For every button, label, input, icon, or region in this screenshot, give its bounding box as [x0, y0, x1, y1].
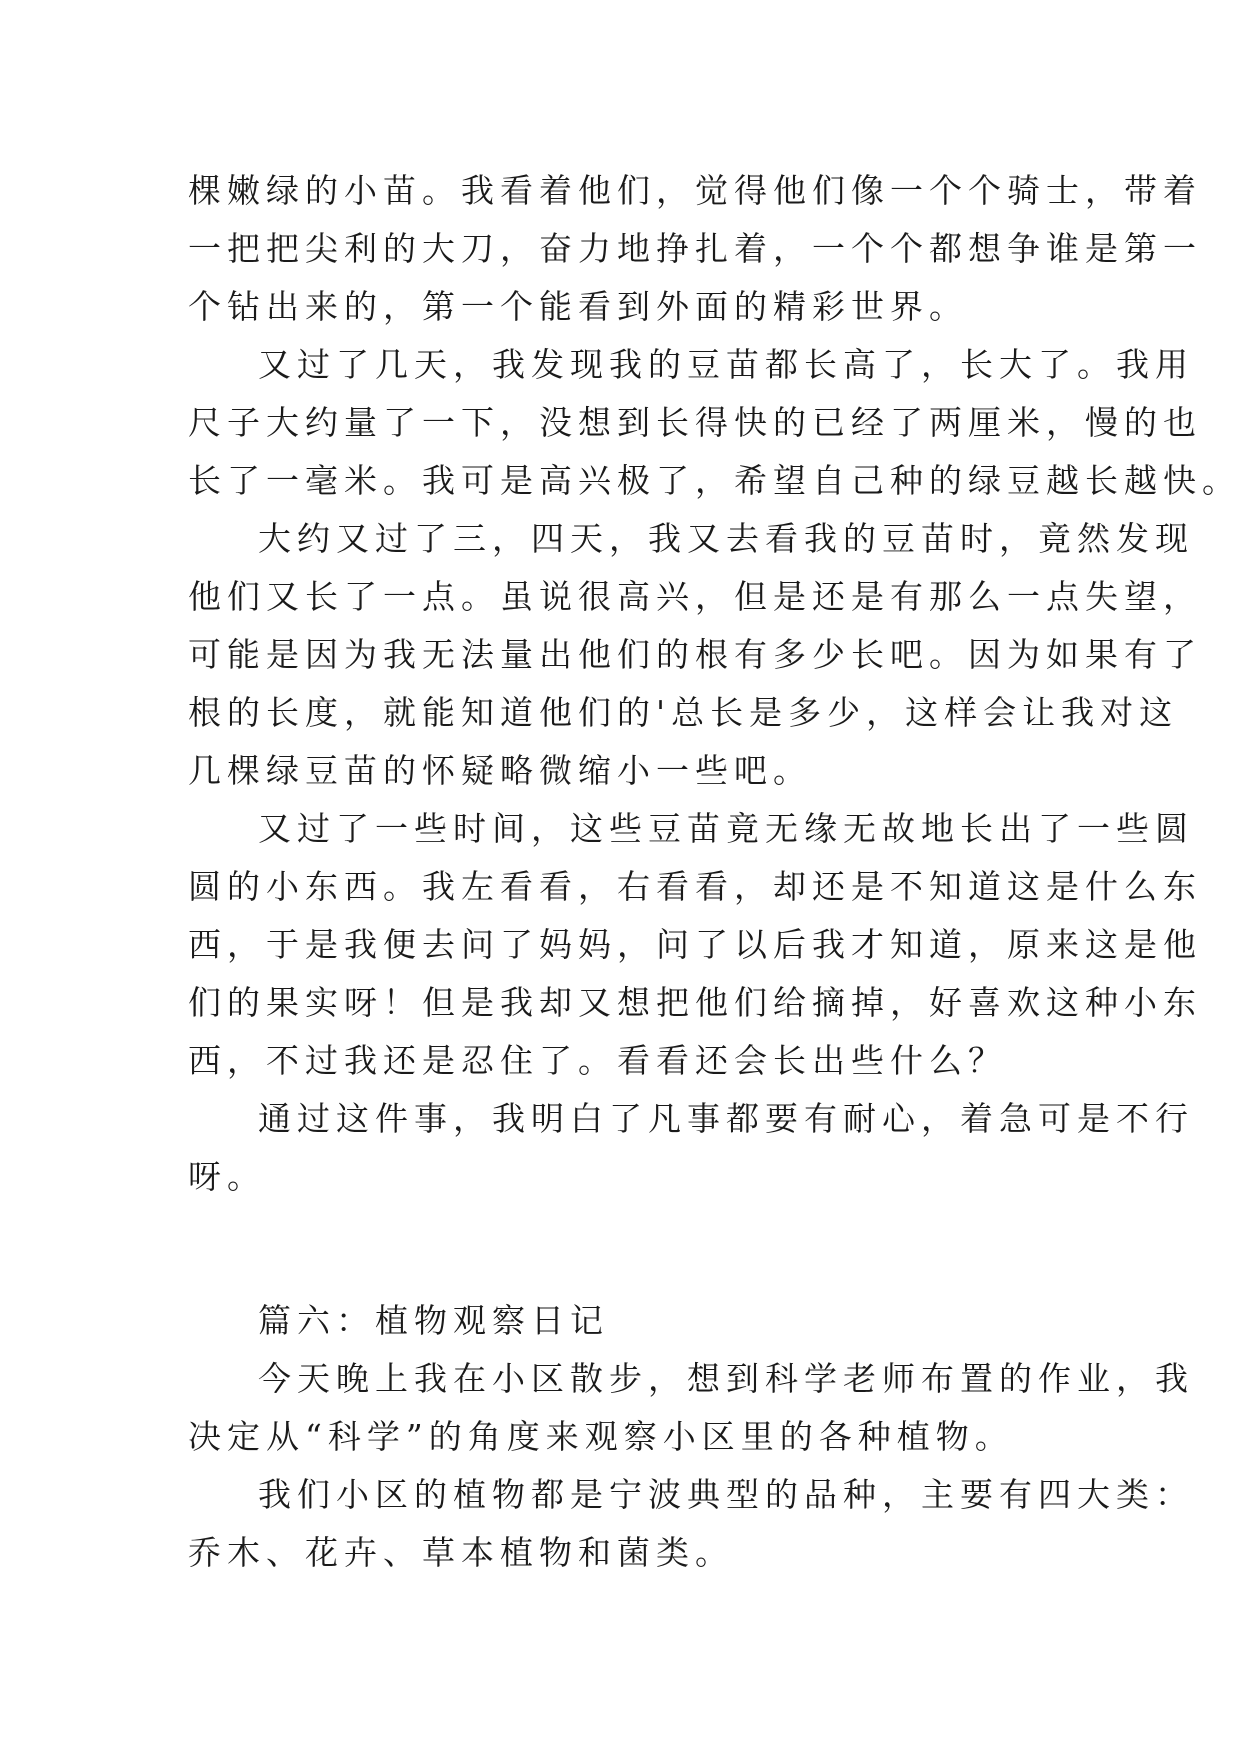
text-line: 可能是因为我无法量出他们的根有多少长吧。因为如果有了: [188, 635, 1202, 674]
section-title: [188, 1292, 1054, 1350]
paragraph-1: [188, 162, 1202, 336]
text-line: 乔木、花卉、草本植物和菌类。: [188, 1533, 734, 1572]
text-line: 圆的小东西。我左看看，右看看，却还是不知道这是什么东: [188, 867, 1202, 906]
text-line: 尺子大约量了一下，没想到长得快的已经了两厘米，慢的也: [188, 403, 1202, 442]
text-line: 西，不过我还是忍住了。看看还会长出些什么？: [188, 1041, 1007, 1080]
section-spacer: [188, 1206, 1054, 1292]
paragraph-2: [188, 336, 1241, 510]
text-line: 呀。: [188, 1157, 266, 1196]
text-line: 又过了一些时间，这些豆苗竟无缘无故地长出了一些圆: [258, 809, 1194, 848]
text-line: 通过这件事，我明白了凡事都要有耐心，着急可是不行: [258, 1099, 1194, 1138]
text-line: 长了一毫米。我可是高兴极了，希望自己种的绿豆越长越快。: [188, 461, 1241, 500]
text-line: 他们又长了一点。虽说很高兴，但是还是有那么一点失望，: [188, 577, 1202, 616]
text-line: 大约又过了三，四天，我又去看我的豆苗时，竟然发现: [258, 519, 1194, 558]
section-paragraph-2: [188, 1466, 1194, 1582]
text-line: 我们小区的植物都是宁波典型的品种，主要有四大类：: [258, 1475, 1194, 1514]
text-line: 根的长度，就能知道他们的'总长是多少，这样会让我对这: [188, 693, 1179, 732]
section-heading: 篇六：植物观察日记: [258, 1301, 609, 1340]
text-line: 西，于是我便去问了妈妈，问了以后我才知道，原来这是他: [188, 925, 1202, 964]
paragraph-5: [188, 1090, 1194, 1206]
section-paragraph-1: [188, 1350, 1194, 1466]
text-line: 个钻出来的，第一个能看到外面的精彩世界。: [188, 287, 968, 326]
text-line: 今天晚上我在小区散步，想到科学老师布置的作业，我: [258, 1359, 1194, 1398]
text-line: 们的果实呀！但是我却又想把他们给摘掉，好喜欢这种小东: [188, 983, 1202, 1022]
text-line: 几棵绿豆苗的怀疑略微缩小一些吧。: [188, 751, 812, 790]
text-line: 又过了几天，我发现我的豆苗都长高了，长大了。我用: [258, 345, 1194, 384]
paragraph-4: [188, 800, 1202, 1090]
text-line: 棵嫩绿的小苗。我看着他们，觉得他们像一个个骑士，带着: [188, 171, 1202, 210]
paragraph-3: [188, 510, 1202, 800]
text-line: 决定从“科学”的角度来观察小区里的各种植物。: [188, 1417, 1014, 1456]
text-line: 一把把尖利的大刀，奋力地挣扎着，一个个都想争谁是第一: [188, 229, 1202, 268]
document-body: [188, 162, 1241, 1582]
